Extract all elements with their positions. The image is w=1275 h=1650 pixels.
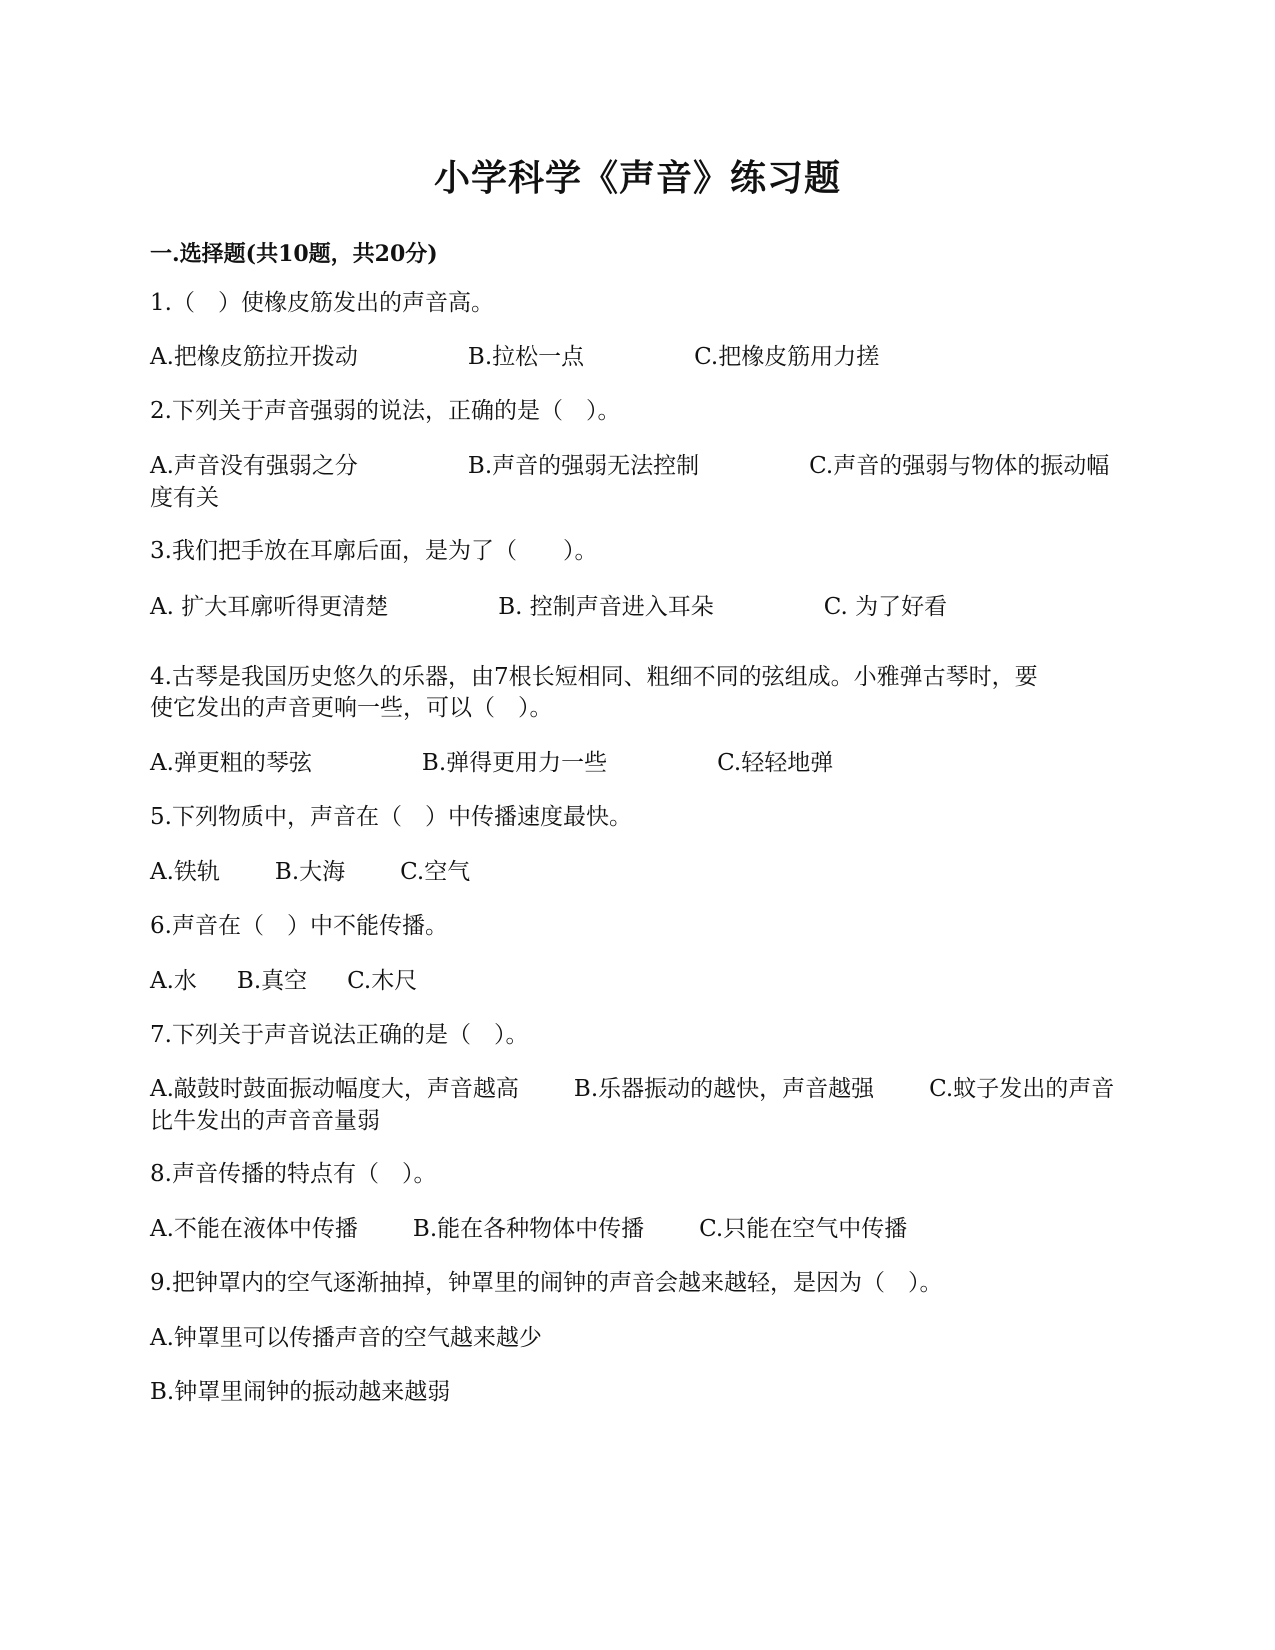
option-9b: B.钟罩里闹钟的振动越来越弱: [150, 1379, 451, 1405]
question-8: 8.声音传播的特点有（ ）。: [150, 1161, 437, 1187]
option-1b: B.拉松一点: [467, 344, 585, 370]
question-1: 1.（ ）使橡皮筋发出的声音高。: [150, 290, 494, 316]
options-4: [150, 747, 1125, 779]
option-1c: C.把橡皮筋用力搓: [694, 344, 880, 370]
option-7a: A.敲鼓时鼓面振动幅度大，声音越高: [150, 1076, 519, 1102]
options-3: [150, 591, 1125, 623]
option-2b: B.声音的强弱无法控制: [467, 453, 700, 479]
option-3b: B. 控制声音进入耳朵: [498, 594, 714, 620]
options-2: [150, 450, 1125, 514]
option-3c: C. 为了好看: [823, 594, 948, 620]
options-7: [150, 1073, 1125, 1137]
section-heading: 一.选择题(共10题，共20分): [150, 241, 438, 267]
option-5b: B.大海: [274, 859, 346, 885]
question-7: 7.下列关于声音说法正确的是（ ）。: [150, 1022, 529, 1048]
option-4a: A.弹更粗的琴弦: [150, 750, 312, 776]
option-4b: B.弹得更用力一些: [421, 750, 608, 776]
option-3a: A. 扩大耳廓听得更清楚: [150, 594, 389, 620]
option-6a: A.水: [150, 968, 197, 994]
option-8c: C.只能在空气中传播: [699, 1216, 908, 1242]
option-7b: B.乐器振动的越快，声音越强: [573, 1076, 875, 1102]
option-8a: A.不能在液体中传播: [150, 1216, 358, 1242]
question-4-line-2: 使它发出的声音更响一些，可以（ ）。: [150, 695, 553, 721]
option-6c: C.木尺: [347, 968, 418, 994]
option-5c: C.空气: [400, 859, 471, 885]
options-6: [150, 965, 1125, 997]
question-6: 6.声音在（ ）中不能传播。: [150, 913, 448, 939]
question-2: 2.下列关于声音强弱的说法，正确的是（ ）。: [150, 398, 621, 424]
option-1a: A.把橡皮筋拉开拨动: [150, 344, 358, 370]
option-7c: C.蚊子发出的声音比牛发出的声音音量弱: [150, 1076, 1115, 1134]
options-8: [150, 1213, 1125, 1245]
option-4c: C.轻轻地弹: [717, 750, 834, 776]
option-2c: C.声音的强弱与物体的振动幅度有关: [150, 453, 1110, 511]
options-5: [150, 856, 1125, 888]
question-3: 3.我们把手放在耳廓后面，是为了（ ）。: [150, 538, 598, 564]
option-8b: B.能在各种物体中传播: [412, 1216, 645, 1242]
option-5a: A.铁轨: [150, 859, 220, 885]
options-1: [150, 341, 1125, 373]
question-5: 5.下列物质中，声音在（ ）中传播速度最快。: [150, 804, 632, 830]
option-2a: A.声音没有强弱之分: [150, 453, 358, 479]
option-9a: A.钟罩里可以传播声音的空气越来越少: [150, 1325, 542, 1351]
question-4-line-1: 4.古琴是我国历史悠久的乐器，由7根长短相同、粗细不同的弦组成。小雅弹古琴时，要: [150, 664, 1038, 690]
question-9: 9.把钟罩内的空气逐渐抽掉，钟罩里的闹钟的声音会越来越轻，是因为（ ）。: [150, 1270, 943, 1296]
option-6b: B.真空: [236, 968, 308, 994]
page-title: 小学科学《声音》练习题: [433, 157, 841, 199]
